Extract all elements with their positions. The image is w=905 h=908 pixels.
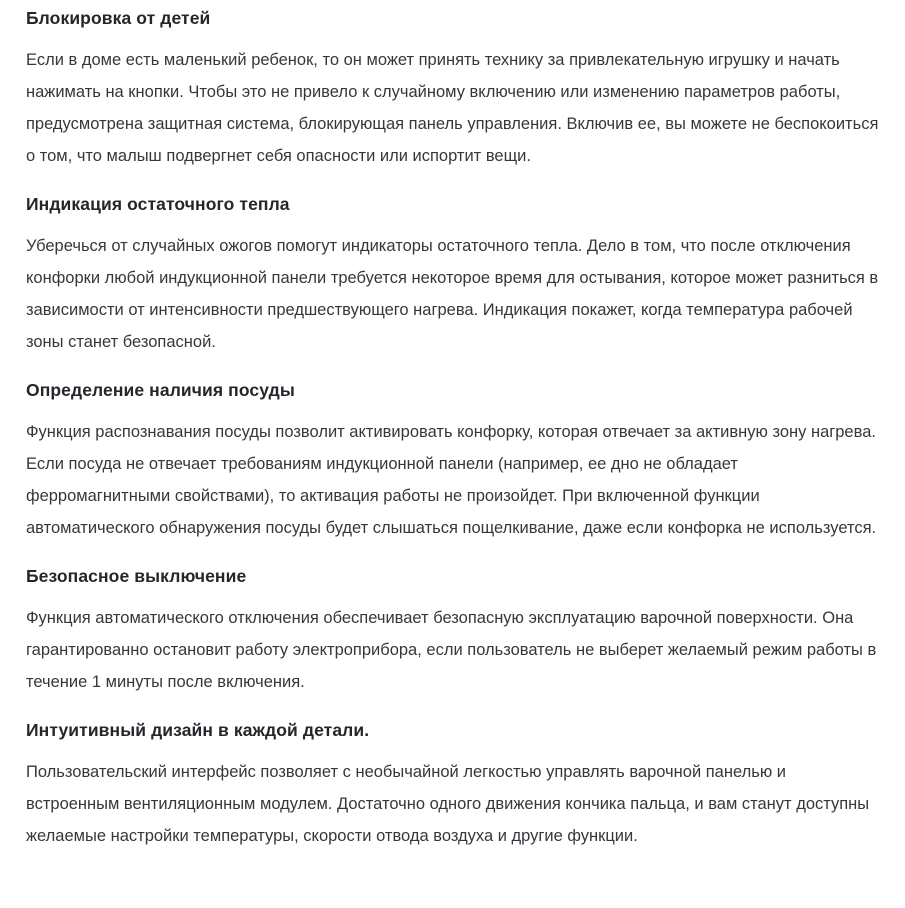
section-heading: Блокировка от детей <box>26 8 211 28</box>
section-intuitive-design <box>26 718 881 852</box>
section-paragraph: Уберечься от случайных ожогов помогут индикаторы остаточного тепла. Дело в том, что после отключения конфорки любой индукционной панели требуется некоторое время для остывания, которое может разниться в зависимости от интенсивности предшествующего нагрева. Индикация покажет, когда температура рабочей зоны станет безопасной. <box>26 237 879 351</box>
section-paragraph: Если в доме есть маленький ребенок, то он может принять технику за привлекательную игрушку и начать нажимать на кнопки. Чтобы это не привело к случайному включению или изменению параметров работы, предусмотрена защитная система, блокирующая панель управления. Включив ее, вы можете не беспокоиться о том, что малыш подвергнет себя опасности или испортит вещи. <box>26 51 879 165</box>
section-paragraph: Функция распознавания посуды позволит активировать конфорку, которая отвечает за активную зону нагрева. Если посуда не отвечает требованиям индукционной панели (например, ее дно не обладает ферромагнитными свойствами), то активация работы не произойдет. При включенной функции автоматического обнаружения посуды будет слышаться пощелкивание, даже если конфорка не используется. <box>26 423 877 537</box>
section-safe-shutdown <box>26 564 881 698</box>
section-cookware-detection <box>26 378 881 544</box>
section-child-lock <box>26 6 881 172</box>
section-paragraph: Пользовательский интерфейс позволяет с необычайной легкостью управлять варочной панелью и встроенным вентиляционным модулем. Достаточно одного движения кончика пальца, и вам станут доступны желаемые настройки температуры, скорости отвода воздуха и другие функции. <box>26 763 870 845</box>
document-body <box>0 6 905 852</box>
section-heading: Индикация остаточного тепла <box>26 194 290 214</box>
section-residual-heat-indicator <box>26 192 881 358</box>
section-paragraph: Функция автоматического отключения обеспечивает безопасную эксплуатацию варочной поверхности. Она гарантированно остановит работу электроприбора, если пользователь не выберет желаемый режим работы в течение 1 минуты после включения. <box>26 609 877 691</box>
section-heading: Определение наличия посуды <box>26 380 295 400</box>
section-heading: Интуитивный дизайн в каждой детали. <box>26 720 370 740</box>
section-heading: Безопасное выключение <box>26 566 247 586</box>
